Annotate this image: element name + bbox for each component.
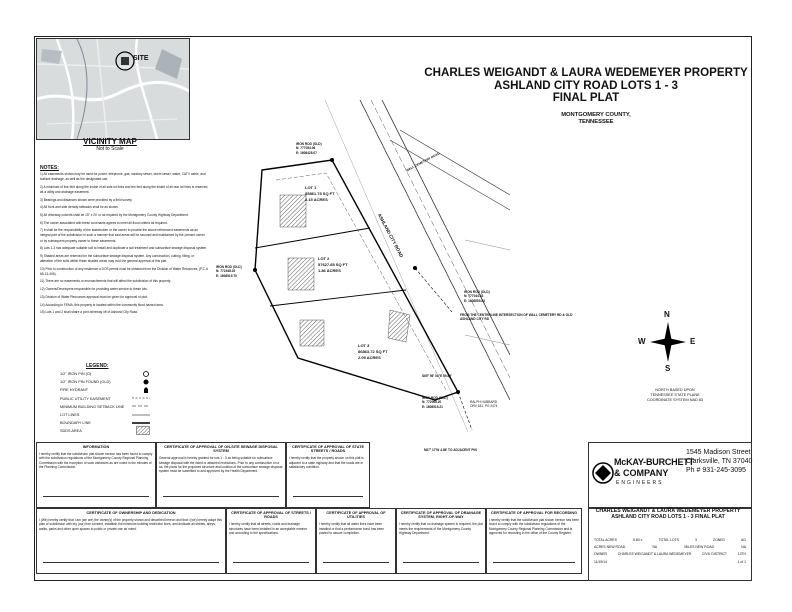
firm-company: & COMPANY	[614, 468, 669, 478]
wall-cemetery-road-edge	[390, 140, 510, 210]
lot-3-name: LOT 3	[358, 343, 370, 348]
iron-rod-marker-1	[330, 158, 334, 162]
signature-line	[403, 562, 479, 563]
lot-2-area: 57627.85 SQ FT	[318, 262, 348, 267]
certificate-box	[156, 442, 286, 508]
legend-item	[60, 403, 150, 411]
certificate-title: CERTIFICATE OF APPROVAL OF ON-SITE SEWAGE DISPOSAL SYSTEM	[164, 445, 278, 454]
note-item: 14) According to FEMA, this property is located within the community flood hazard area.	[40, 302, 164, 307]
vicinity-map-drawing	[37, 39, 189, 139]
iron-rod-4-easting: E: 1608853.83	[464, 298, 485, 303]
sdds-area-lot2	[288, 258, 314, 290]
certificate-box	[396, 508, 486, 574]
certificate-box	[286, 442, 370, 508]
certificate-title: INFORMATION	[82, 445, 110, 449]
total-acres-label: TOTAL ACRES	[594, 538, 617, 542]
legend-item	[60, 378, 150, 386]
title-block-heading	[590, 508, 746, 520]
lot-2-name: LOT 2	[318, 256, 330, 261]
certificate-body: I (We) hereby certify that I am (we are) the owner(s) of the property shown and described hereon and that I (we) hereby adopt this plan of subdivision with my (our) free consent, establish the minimum building restriction lines, and dedicate all streets, alleys, walks, parks and other open spaces to public or private use as noted.	[39, 518, 222, 531]
iron-rod-4-title: IRON ROD (OLD)	[464, 290, 490, 294]
sdds-area-lot3	[300, 320, 324, 346]
lot-1-name: LOT 1	[305, 185, 317, 190]
firm-engineers: ENGINEERS	[616, 480, 664, 486]
lot-2-label	[318, 256, 348, 274]
owner-label: OWNER	[594, 552, 607, 557]
certificate-title: CERTIFICATE OF OWNERSHIP AND DEDICATION	[86, 511, 176, 515]
miles-new-road-label: MILES NEW ROAD	[684, 545, 715, 550]
district-label: CIVIL DISTRICT	[702, 552, 727, 557]
title-block-stats	[594, 538, 746, 564]
hatch-icon	[136, 426, 150, 436]
tie-line	[415, 268, 452, 312]
legend-item-label: BOUNDARY LINE	[60, 421, 91, 426]
compass-s: S	[665, 364, 671, 373]
iron-rod-3-northing: N: 772068.20	[422, 400, 442, 405]
certificate-title: CERTIFICATE OF APPROVAL OF STATE STREETS / ROADS	[291, 445, 365, 454]
certificate-body: I hereby certify that no drainage system is required, the plat meets the requirements of the Montgomery County Highway Department.	[399, 522, 483, 535]
signature-line	[323, 562, 389, 563]
legend-item-label: PUBLIC UTILITY EASEMENT	[60, 396, 111, 401]
plat-title-line3: FINAL PLAT	[552, 91, 620, 104]
note-item: 13) Division of Water Resources approval must be given for approval of plat.	[40, 294, 148, 299]
lot-2-acres: 1.86 ACRES	[318, 268, 341, 273]
total-acres-value: 5.80 ±	[633, 538, 643, 542]
legend-item	[60, 427, 150, 435]
note-item: 1) All easements shown may be used for power, telephone, gas, sanitary sewer, storm sewer, water, CATV cable, and surface drainage, as well as the designated use.	[40, 172, 206, 182]
notes-title: NOTES:	[40, 165, 59, 171]
zoned-value: AG	[741, 538, 746, 542]
hydrant-icon	[142, 386, 150, 395]
wall-cemetery-road-label: WALL CEMETERY ROAD	[405, 151, 441, 173]
acres-new-road-value: NA	[652, 545, 658, 550]
plat-title-line1: CHARLES WEIGANDT & LAURA WEDEMEYER PROPERTY	[424, 66, 748, 79]
road-name-label: ASHLAND CITY ROAD	[376, 212, 405, 259]
certificate-box	[316, 508, 396, 574]
tie-line-bottom	[458, 392, 472, 430]
iron-rod-marker-2	[253, 268, 257, 272]
note-item: 8) Lots 1-3 has adequate suitable soil to install and duplicate a soil treatment and subsurface sewage disposal system.	[40, 246, 208, 251]
vicinity-map-subtitle: Not to Scale	[96, 146, 124, 152]
iron-rod-1-title: IRON ROD (OLD)	[296, 142, 322, 146]
legend-item-label: SDDS AREA	[60, 429, 82, 434]
certificate-box	[36, 508, 226, 574]
certificate-body: General approval is hereby granted for lots 1 - 3 as being suitable for subsurface sewage disposal with the listed or attached restrictions. Prior to any construction on a lot, the plans for the proposed structure and location of the subsurface sewage disposal system must be submitted to and approved by the Health Department.	[159, 456, 283, 474]
dash-long-icon	[132, 403, 150, 410]
compass-w: W	[638, 337, 646, 346]
state-label: TENNESSEE	[578, 119, 614, 125]
north-arrow-icon	[648, 320, 688, 364]
iron-rod-2-northing: N: 772448.02	[216, 269, 236, 274]
signature-line	[233, 562, 309, 563]
datum-note	[630, 388, 720, 403]
stats-row-3	[594, 552, 746, 556]
lot-1-acres: 2.15 ACRES	[305, 197, 328, 202]
lot-3-acres: 2.09 ACRES	[358, 355, 381, 360]
sdds-area-lot1	[280, 195, 306, 227]
certificate-body: I hereby certify that the subdivision plat shown hereon has been found to comply with the subdivision regulations of the Montgomery County Regional Planning Commission and is approved for recording in the office of the County Register.	[489, 518, 580, 535]
datum-line1: NORTH BASED UPON	[655, 388, 695, 392]
title-block-line2: ASHLAND CITY ROAD LOTS 1 - 3 FINAL PLAT	[611, 514, 725, 521]
iron-rod-3-easting: E: 1608515.21	[422, 404, 443, 409]
certificate-box	[226, 508, 316, 574]
note-item: 15) Lots 1 and 2 shall share a joint driveway off of Ashland City Road.	[40, 310, 139, 315]
signature-line	[163, 496, 279, 497]
lot-line-2-3	[270, 290, 406, 306]
certificate-box	[486, 508, 582, 574]
iron-rod-1-northing: N: 777054.06	[296, 146, 316, 151]
certificates-row-1	[36, 442, 370, 508]
notes-list	[40, 172, 208, 318]
note-item: 10) Prior to construction of any residence a DOS permit must be obtained from the Division of Water Resources, (P.C.A 68-13-406).	[40, 266, 208, 276]
iron-rod-2-title: IRON ROD (OLD)	[216, 265, 242, 269]
certificate-title: CERTIFICATE OF APPROVAL OF STREETS / ROADS	[231, 511, 311, 520]
lot-3-area: 86863.72 SQ FT	[358, 349, 388, 354]
note-item: 9) Shaded areas are reserved for the subsurface sewage disposal system. Any construction, cutting, filling, or alteration of the soils within these shaded areas may void the general approval of this plat.	[40, 253, 195, 263]
iron-rod-2-easting: E: 1608519.70	[216, 273, 237, 278]
firm-address-line2: Clarksville, TN 37040	[686, 458, 753, 465]
certificate-title: CERTIFICATE OF APPROVAL OF DRAINAGE SYSTEM, RIGHT-OF-WAY	[400, 511, 482, 520]
certificate-box	[36, 442, 156, 508]
certificate-title: CERTIFICATE OF APPROVAL OF UTILITIES	[326, 511, 386, 520]
note-item: 3) Bearings and distances shown were provided by a field survey.	[40, 197, 133, 202]
legend-title: LEGEND:	[86, 363, 109, 369]
certificate-title: CERTIFICATE OF APPROVAL FOR RECORDING	[490, 511, 578, 515]
vicinity-map-title: VICINITY MAP	[83, 137, 137, 146]
dash-icon	[132, 395, 150, 402]
site-label: SITE	[133, 55, 149, 62]
iron-rod-label-1	[296, 142, 322, 155]
lot-line-1-2	[255, 228, 370, 248]
iron-rod-4-northing: N: 777044.33	[464, 294, 484, 299]
tie-line-label: S65° 56' 00"E 59.89'	[422, 374, 452, 378]
vicinity-map	[36, 38, 190, 140]
acres-new-road-label: ACRES NEW ROAD	[594, 545, 626, 550]
legend-item-label: MINIMUM BUILDING SETBACK LINE	[60, 404, 125, 409]
iron-rod-1-easting: E: 1608428.07	[296, 150, 317, 155]
signature-line	[43, 562, 219, 563]
title-block-line1: CHARLES WEIGANDT & LAURA WEDEMEYER PROPERTY	[595, 508, 741, 514]
iron-rod-label-4	[464, 290, 490, 303]
signature-line	[493, 562, 575, 563]
certificate-body: I hereby certify that all water lines have been installed or that a performance bond has been posted to assure completion.	[319, 522, 385, 535]
miles-new-road-value: NA	[741, 545, 746, 550]
stats-row-1	[594, 538, 746, 542]
certificate-body: I hereby certify that all streets, roads and drainage structures have been installed in an acceptable manner and according to the specifications.	[229, 522, 308, 535]
note-item: 11) There are no easements or encroachments that will affect the subdivision of this property.	[40, 279, 172, 284]
compass-n: N	[664, 310, 670, 319]
iron-rod-3-title: IRON ROD (OLD)	[422, 396, 448, 400]
compass-e: E	[690, 337, 696, 346]
county-state	[546, 112, 646, 126]
sdds-area-lot3b	[388, 310, 410, 342]
note-item: 5) All driveway culverts shall be 15" x 20' or as required by the Montgomery County Highway Department.	[40, 212, 189, 217]
note-item: 7) It shall be the responsibility of the stakeholder or the owner to provide the above referenced easements as an integral part of the subdivision in such a manner that said areas will be secured and maintained by the present owner or by subsequent property owner to these easements.	[40, 228, 205, 243]
legend-item-label: 1/2" IRON PIN FOUND (OLD)	[60, 380, 111, 385]
datum-line2: TENNESSEE STATE PLANE	[650, 393, 700, 397]
iron-rod-label-2	[216, 265, 242, 278]
line-icon	[132, 412, 150, 419]
legend-item	[60, 370, 150, 378]
county-label: MONTGOMERY COUNTY,	[561, 112, 631, 118]
legend-item-label: FIRE HYDRANT	[60, 388, 89, 393]
legend-item	[60, 386, 150, 394]
note-item: 4) All front and side density setbacks shall be as shown.	[40, 205, 119, 210]
certificate-body: I hereby certify that the property shown on this plat is adjacent to a state highway and that the roads are in satisfactory condition.	[289, 456, 364, 469]
tie-note: FROM THE CENTERLINE INTERSECTION OF WALL CEMETERY RD & OLD ASHLAND CITY RD	[460, 313, 573, 322]
firm-logo-icon	[592, 462, 614, 484]
legend	[60, 370, 150, 436]
plat-title-line2: ASHLAND CITY ROAD LOTS 1 - 3	[493, 79, 678, 92]
signature-line	[293, 496, 363, 497]
certificates-row-2	[36, 508, 582, 574]
neighbor-label	[470, 400, 497, 408]
datum-line3: COORDINATE SYSTEM NAD 83	[646, 398, 704, 402]
plat-date: 11/19/14	[594, 559, 607, 564]
adjacent-line-2	[465, 335, 510, 345]
note-item: 6) The owner associated with these covenants agrees to meet all flood criteria as required.	[40, 220, 168, 225]
lot-3-label	[358, 343, 388, 361]
firm-address	[686, 448, 752, 475]
signature-line	[43, 496, 149, 497]
firm-address-line1: 1545 Madison Street	[686, 449, 751, 456]
neighbor-ref: ORV 181, PG 2474	[470, 404, 498, 409]
adjacent-line	[465, 240, 510, 250]
note-item: 2) A minimum of five feet along the inside of all side lot lines and ten feet along the inside of all rear lot lines is reserved as a utility and drainage easement.	[40, 184, 208, 194]
legend-item	[60, 395, 150, 403]
legend-item-label: 1/2" IRON PIN (O)	[60, 372, 92, 377]
zoned-label: ZONED	[713, 538, 725, 542]
district-value: 13TH	[737, 552, 746, 557]
note-item: 12) Owners/Developers responsible for providing water service to these lots.	[40, 287, 148, 292]
plat-drawing	[210, 100, 510, 440]
tie-bottom-label: N67° 17'W 4.86' TO ADJACENT PIN	[424, 448, 477, 452]
lot-1-area: 85861.78 SQ FT	[305, 191, 335, 196]
legend-item-label: LOT LINES	[60, 413, 80, 418]
certificate-body: I hereby certify that the subdivision plat shown hereon has been found to comply with the subdivision regulations of the Montgomery County Regional Planning Commission with the exception of such variances as are noted in the minutes of the Planning Commission.	[39, 452, 153, 469]
iron-rod-label-3	[422, 396, 448, 409]
sheet-number: 1 of 1	[737, 559, 746, 564]
neighbor-name: RALPH HUBBARD	[470, 400, 498, 404]
firm-name: McKAY-BURCHETT	[614, 457, 694, 467]
stats-row-4	[594, 560, 746, 564]
legend-item	[60, 411, 150, 419]
firm-phone: Ph # 931-245-3095	[686, 467, 746, 474]
stats-row-2	[594, 545, 746, 549]
total-lots-label: TOTAL LOTS	[658, 538, 679, 542]
lot-1-label	[305, 185, 335, 203]
owner-value: CHARLES WEIGANDT & LAURA WEDEMEYER	[617, 552, 692, 557]
total-lots-value: 3	[695, 538, 697, 542]
